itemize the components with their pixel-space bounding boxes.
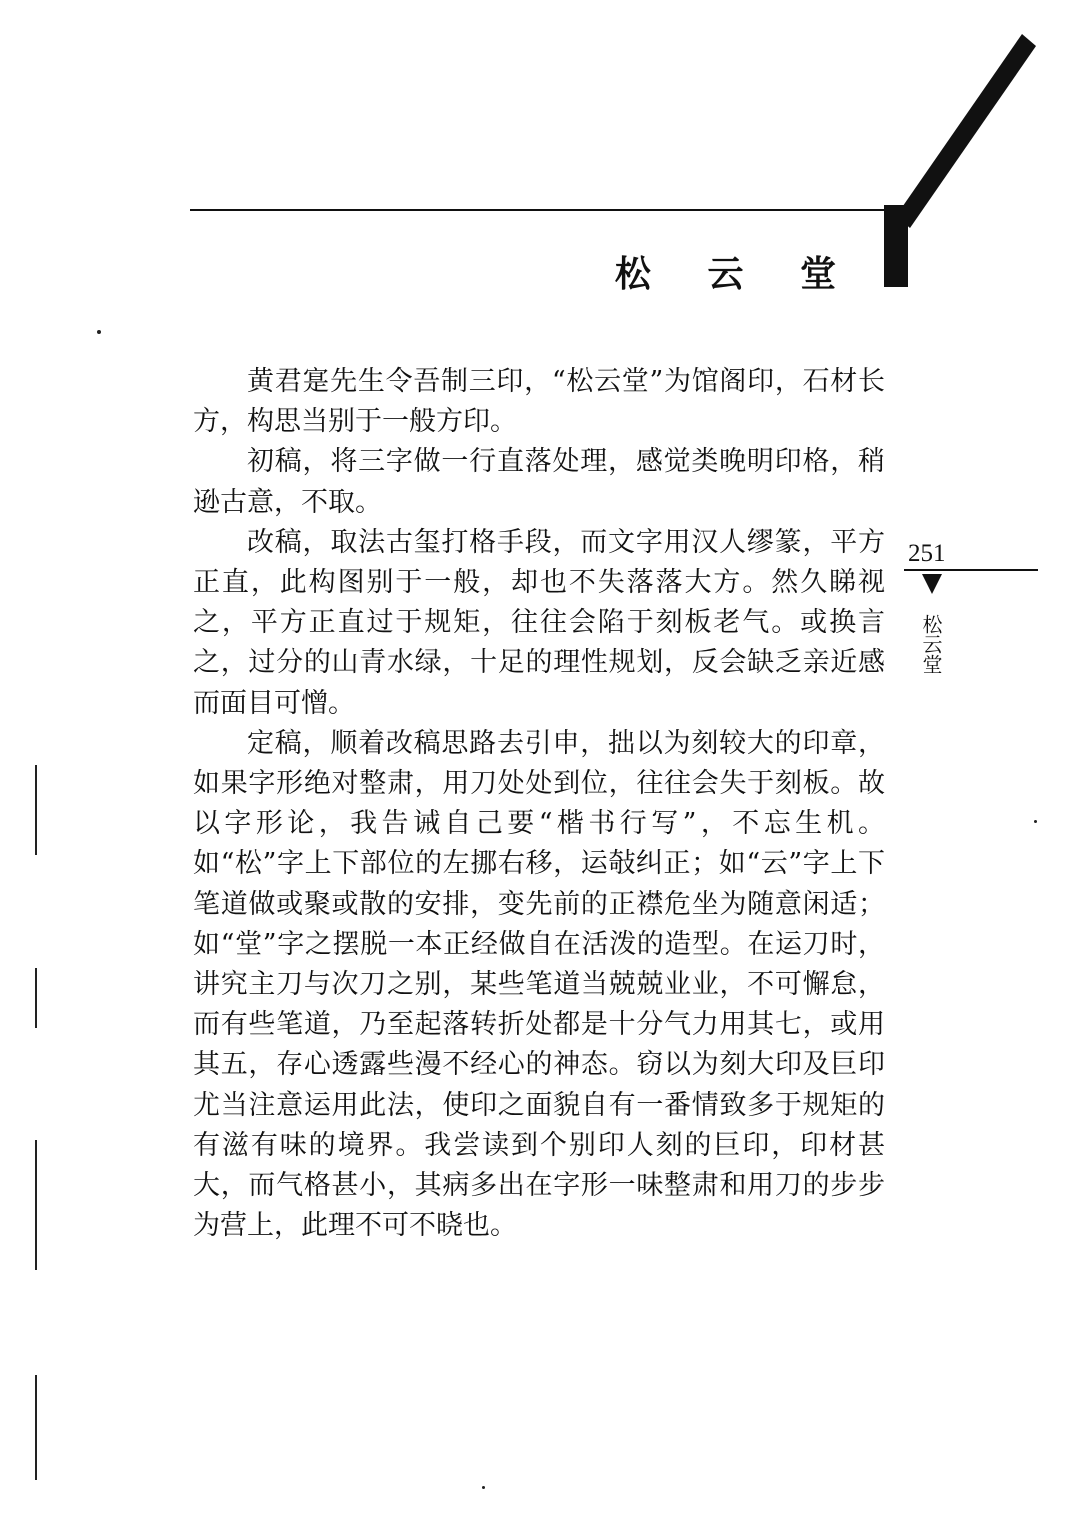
triangle-marker-icon [922, 574, 942, 594]
scan-speck [1034, 820, 1037, 823]
running-title: 松云堂 [919, 614, 943, 674]
corner-slash-decoration [880, 30, 1040, 290]
paragraph: 初稿，将三字做一行直落处理，感觉类晚明印格，稍逊古意，不取。 [193, 446, 885, 518]
chapter-title: 松 云 堂 [614, 254, 858, 295]
margin-line [35, 1140, 37, 1270]
paragraph: 定稿，顺着改稿思路去引申，拙以为刻较大的印章，如果字形绝对整肃，用刀处处到位，往往会失于刻板。故以字形论，我告诫自己要“楷书行写”，不忘生机。如“松”字上下部位的左挪右移，运敧纠正；如“云”字上下笔道做或聚或散的安排，变先前的正襟危坐为随意闲适；如“堂”字之摆脱一本正经做自在活泼的造型。在运刀时，讲究主刀与次刀之别，某些笔道当兢兢业业，不可懈怠，而有些笔道，乃至起落转折处都是十分气力用其七，或用其五，存心透露些漫不经心的神态。窃以为刻大印及巨印尤当注意运用此法，使印之面貌自有一番情致多于规矩的有滋有味的境界。我尝读到个别印人刻的巨印，印材甚大，而气格甚小，其病多出在字形一味整肃和用刀的步步为营上，此理不可不晓也。 [193, 727, 885, 1242]
page-number: 251 [908, 540, 946, 567]
margin-line [35, 765, 37, 855]
paragraph: 改稿，取法古玺打格手段，而文字用汉人缪篆，平方正直，此构图别于一般，却也不失落落大方。然久睇视之，平方正直过于规矩，往往会陷于刻板老气。或换言之，过分的山青水绿，十足的理性规划，反会缺乏亲近感而面目可憎。 [193, 526, 885, 719]
side-rule [904, 569, 1038, 571]
scan-speck [482, 1486, 485, 1489]
scan-speck [97, 330, 101, 334]
header-rule [190, 209, 890, 211]
margin-line [35, 1375, 37, 1480]
body-text [193, 362, 885, 1246]
paragraph: 黄君寔先生令吾制三印，“松云堂”为馆阁印，石材长方，构思当别于一般方印。 [193, 366, 885, 438]
margin-line [35, 968, 37, 1028]
